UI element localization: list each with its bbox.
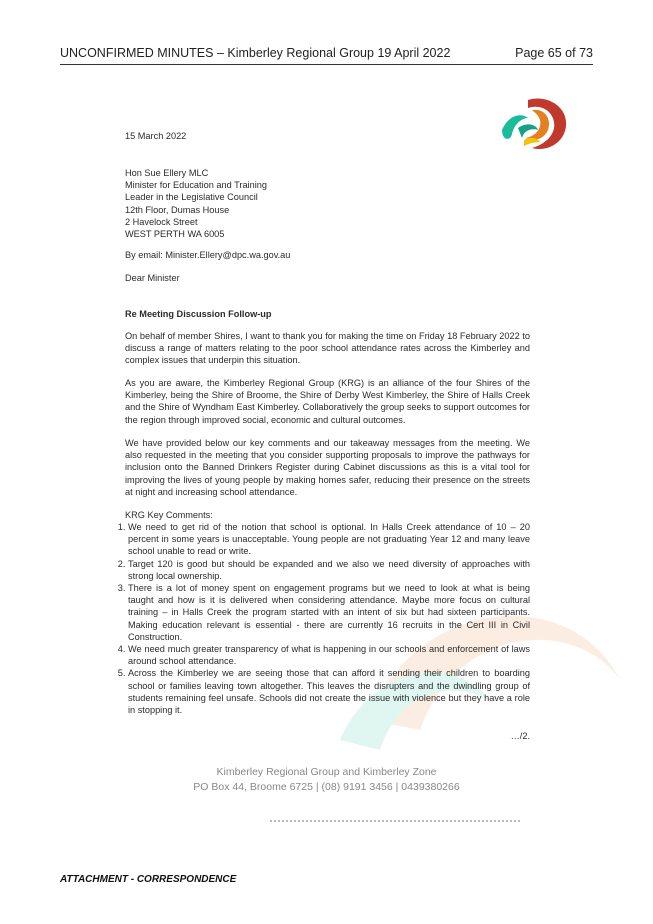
email-line: By email: Minister.Ellery@dpc.wa.gov.au [125, 250, 291, 260]
page-number: Page 65 of 73 [515, 46, 593, 60]
attachment-label: ATTACHMENT - CORRESPONDENCE [60, 874, 237, 885]
krg-logo [498, 94, 570, 154]
paragraph: We have provided below our key comments and our takeaway messages from the meeting. We also requested in the meeting that you consider supporting proposals to improve the pathways for inclusion onto the Banned Drinkers Register during Cabinet discussions as this is a vital tool for improving the lives of young people by making homes safer, reducing their presence on the streets at night and increasing school attendance. [125, 438, 530, 497]
key-comments-list [110, 521, 530, 716]
footer-contact: PO Box 44, Broome 6725 | (08) 9191 3456 | 0439380266 [193, 781, 460, 793]
address-line: 2 Havelock Street [125, 216, 198, 227]
address-line: Hon Sue Ellery MLC [125, 168, 209, 178]
header-title: UNCONFIRMED MINUTES – Kimberley Regional Group 19 April 2022 [60, 46, 451, 60]
recipient-address [125, 167, 530, 240]
subject-line: Re Meeting Discussion Follow-up [125, 309, 272, 319]
footer-org-name: Kimberley Regional Group and Kimberley Zone [216, 766, 437, 778]
cropped-footer-text [270, 820, 520, 825]
list-item: 4. We need much greater transparency of what is happening in our schools and enforcement of laws around school attendance. [128, 643, 530, 667]
continued-marker: …/2. [510, 731, 530, 741]
salutation: Dear Minister [125, 273, 180, 283]
paragraph: On behalf of member Shires, I want to thank you for making the time on Friday 18 February 2022 to discuss a range of matters relating to the poor school attendance rates across the Kimberley and complex issues that underpin this situation. [125, 331, 530, 366]
paragraph: As you are aware, the Kimberley Regional Group (KRG) is an alliance of the four Shires of the Kimberley, being the Shire of Broome, the Shire of Derby West Kimberley, the Shire of Halls Creek and the Shire of Wyndham East Kimberley. Collaboratively the group seeks to support outcomes for the region through improved social, economic and cultural outcomes. [125, 378, 530, 425]
address-line: Leader in the Legislative Council [125, 192, 258, 203]
address-line: 12th Floor, Dumas House [125, 204, 230, 215]
list-item: 1. We need to get rid of the notion that school is optional. In Halls Creek attendance of 10 – 20 percent in some years is unacceptable. Young people are not graduating Year 12 and many leave school unable to read or write. [128, 521, 530, 558]
page-header [60, 44, 593, 65]
list-item: 2. Target 120 is good but should be expanded and we also we need diversity of approaches with strong local ownership. [128, 558, 530, 582]
letter-date: 15 March 2022 [125, 131, 187, 141]
key-comments-heading: KRG Key Comments: [125, 510, 213, 520]
list-item: 3. There is a lot of money spent on engagement programs but we need to look at what is being taught and how is it is delivered when considering attendance. Maybe more focus on cultural training – in Halls Creek the program started with an intent of six but had sixteen participants. Making education relevant is essential - there are currently 16 recruits in the Cert III in Civil Construction. [128, 582, 530, 643]
address-line: Minister for Education and Training [125, 180, 267, 191]
list-item: 5. Across the Kimberley we are seeing those that can afford it sending their children to boarding school or families leaving town altogether. This leaves the disrupters and the dwindling group of students remaining feel unsafe. Schools did not create the issue with violence but they have a role in stopping it. [128, 667, 530, 716]
letterhead-footer [0, 765, 653, 795]
address-line: WEST PERTH WA 6005 [125, 229, 225, 240]
